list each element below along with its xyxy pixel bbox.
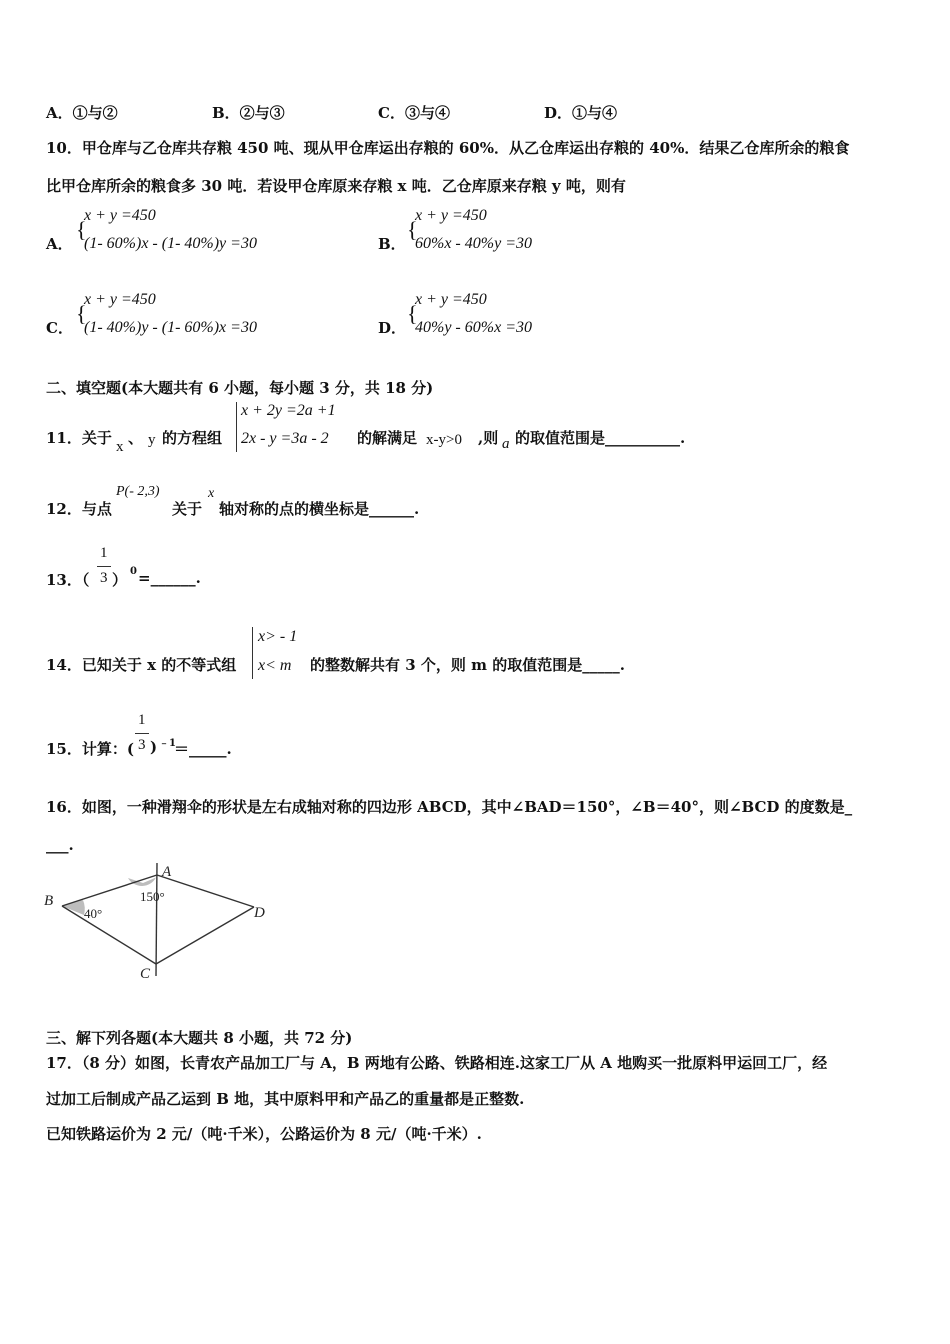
q9-option-c: C．③与④ — [378, 104, 450, 122]
q15-exponent: ﹣1 — [159, 738, 176, 749]
q10-option-d-label: D． — [378, 319, 407, 337]
label-a: A — [162, 864, 172, 880]
q11-prefix: 11．关于 — [46, 429, 112, 447]
q16-line1: 16．如图，一种滑翔伞的形状是左右成轴对称的四边形 ABCD，其中∠BAD＝150°，∠B＝40°，则∠BCD 的度数是_ — [46, 798, 853, 816]
system-bracket — [252, 627, 253, 679]
q10-option-c-label: C． — [46, 319, 73, 337]
label-c: C — [140, 966, 151, 982]
angle-b-label: 40° — [84, 906, 103, 921]
q17-line3: 已知铁路运价为 2 元/（吨·千米），公路运价为 8 元/（吨·千米）. — [46, 1125, 482, 1143]
q14-ineq1: x> - 1 — [258, 628, 298, 645]
q15-denominator: 3 — [138, 737, 146, 753]
left-brace-icon: { — [76, 301, 87, 326]
section-2-title: 二、填空题(本大题共有 6 小题，每小题 3 分，共 18 分) — [46, 379, 434, 397]
fraction-bar — [97, 566, 111, 567]
q15-suffix: ＝_____. — [174, 740, 232, 758]
q9-option-b: B．②与③ — [212, 104, 285, 122]
label-b: B — [44, 893, 54, 909]
section-3-title: 三、解下列各题(本大题共 8 小题，共 72 分) — [46, 1029, 353, 1047]
q12-prefix: 12．与点 — [46, 500, 112, 518]
q9-option-a: A．①与② — [46, 104, 118, 122]
q10-c-eq2: (1- 40%)y - (1- 60%)x =30 — [84, 319, 257, 336]
fraction-bar — [135, 733, 149, 734]
symmetry-axis — [156, 863, 157, 976]
q12-axis: x — [208, 486, 215, 501]
left-brace-icon: { — [76, 217, 87, 242]
q13-close: ） — [112, 571, 128, 589]
q11-mid1: 的方程组 — [162, 429, 223, 447]
q14-prefix: 14．已知关于 x 的不等式组 — [46, 656, 237, 674]
q12-mid: 关于 — [172, 500, 203, 518]
q10-a-eq1: x + y =450 — [84, 207, 156, 224]
q17-line2: 过加工后制成产品乙运到 B 地，其中原料甲和产品乙的重量都是正整数. — [46, 1090, 525, 1108]
angle-a-shade — [128, 878, 156, 887]
q13-denominator: 3 — [100, 570, 108, 586]
q10-d-eq1: x + y =450 — [415, 291, 487, 308]
q10-line2: 比甲仓库所余的粮食多 30 吨．若设甲仓库原来存粮 x 吨．乙仓库原来存粮 y 吨，则有 — [46, 177, 626, 195]
q9-option-d: D．①与④ — [544, 104, 618, 122]
edge-dc — [156, 907, 254, 964]
q15-numerator: 1 — [138, 712, 146, 728]
q11-mid2: 的解满足 — [357, 429, 418, 447]
q15-close: ) — [150, 738, 158, 756]
q13-suffix: =______. — [138, 569, 201, 587]
q12-point: P(- 2,3) — [116, 484, 160, 499]
q11-var-a: a — [502, 436, 510, 452]
q10-b-eq1: x + y =450 — [415, 207, 487, 224]
q10-c-eq1: x + y =450 — [84, 291, 156, 308]
q10-d-eq2: 40%y - 60%x =30 — [415, 319, 532, 336]
edge-ad — [157, 875, 254, 907]
q13-exponent: 0 — [130, 566, 137, 577]
q10-option-a-label: A． — [46, 235, 73, 253]
q17-line1: 17．（8 分）如图，长青农产品加工厂与 A，B 两地有公路、铁路相连.这家工厂从 A 地购买一批原料甲运回工厂，经 — [46, 1054, 828, 1072]
system-bracket — [236, 402, 237, 452]
q11-eq2: 2x - y =3a - 2 — [241, 430, 329, 447]
q15-prefix: 15．计算：( — [46, 740, 134, 758]
q14-suffix: 的整数解共有 3 个，则 m 的取值范围是_____. — [310, 656, 625, 674]
left-brace-icon: { — [407, 301, 418, 326]
q14-ineq2: x< m — [258, 657, 292, 674]
q11-suffix: 的取值范围是__________. — [515, 429, 686, 447]
q16-line2: ___. — [46, 836, 74, 854]
q10-line1: 10．甲仓库与乙仓库共存粮 450 吨、现从甲仓库运出存粮的 60%．从乙仓库运出存粮的 40%．结果乙仓库所余的粮食 — [46, 139, 850, 157]
q10-b-eq2: 60%x - 40%y =30 — [415, 235, 532, 252]
q10-option-b-label: B． — [378, 235, 406, 253]
q11-var-y: y — [148, 432, 156, 448]
edge-cb — [62, 906, 156, 964]
left-brace-icon: { — [407, 217, 418, 242]
q11-mid3: ,则 — [478, 429, 499, 447]
kite-figure — [40, 858, 280, 988]
q11-condition: x-y>0 — [426, 432, 462, 448]
q13-numerator: 1 — [100, 545, 108, 561]
q11-var-x: x — [116, 439, 124, 455]
q11-sep: 、 — [128, 429, 144, 447]
q10-a-eq2: (1- 60%)x - (1- 40%)y =30 — [84, 235, 257, 252]
angle-a-label: 150° — [140, 889, 165, 904]
q11-eq1: x + 2y =2a +1 — [241, 402, 336, 419]
q13-prefix: 13．（ — [46, 571, 90, 589]
q12-suffix: 轴对称的点的横坐标是______. — [219, 500, 420, 518]
label-d: D — [254, 905, 265, 921]
